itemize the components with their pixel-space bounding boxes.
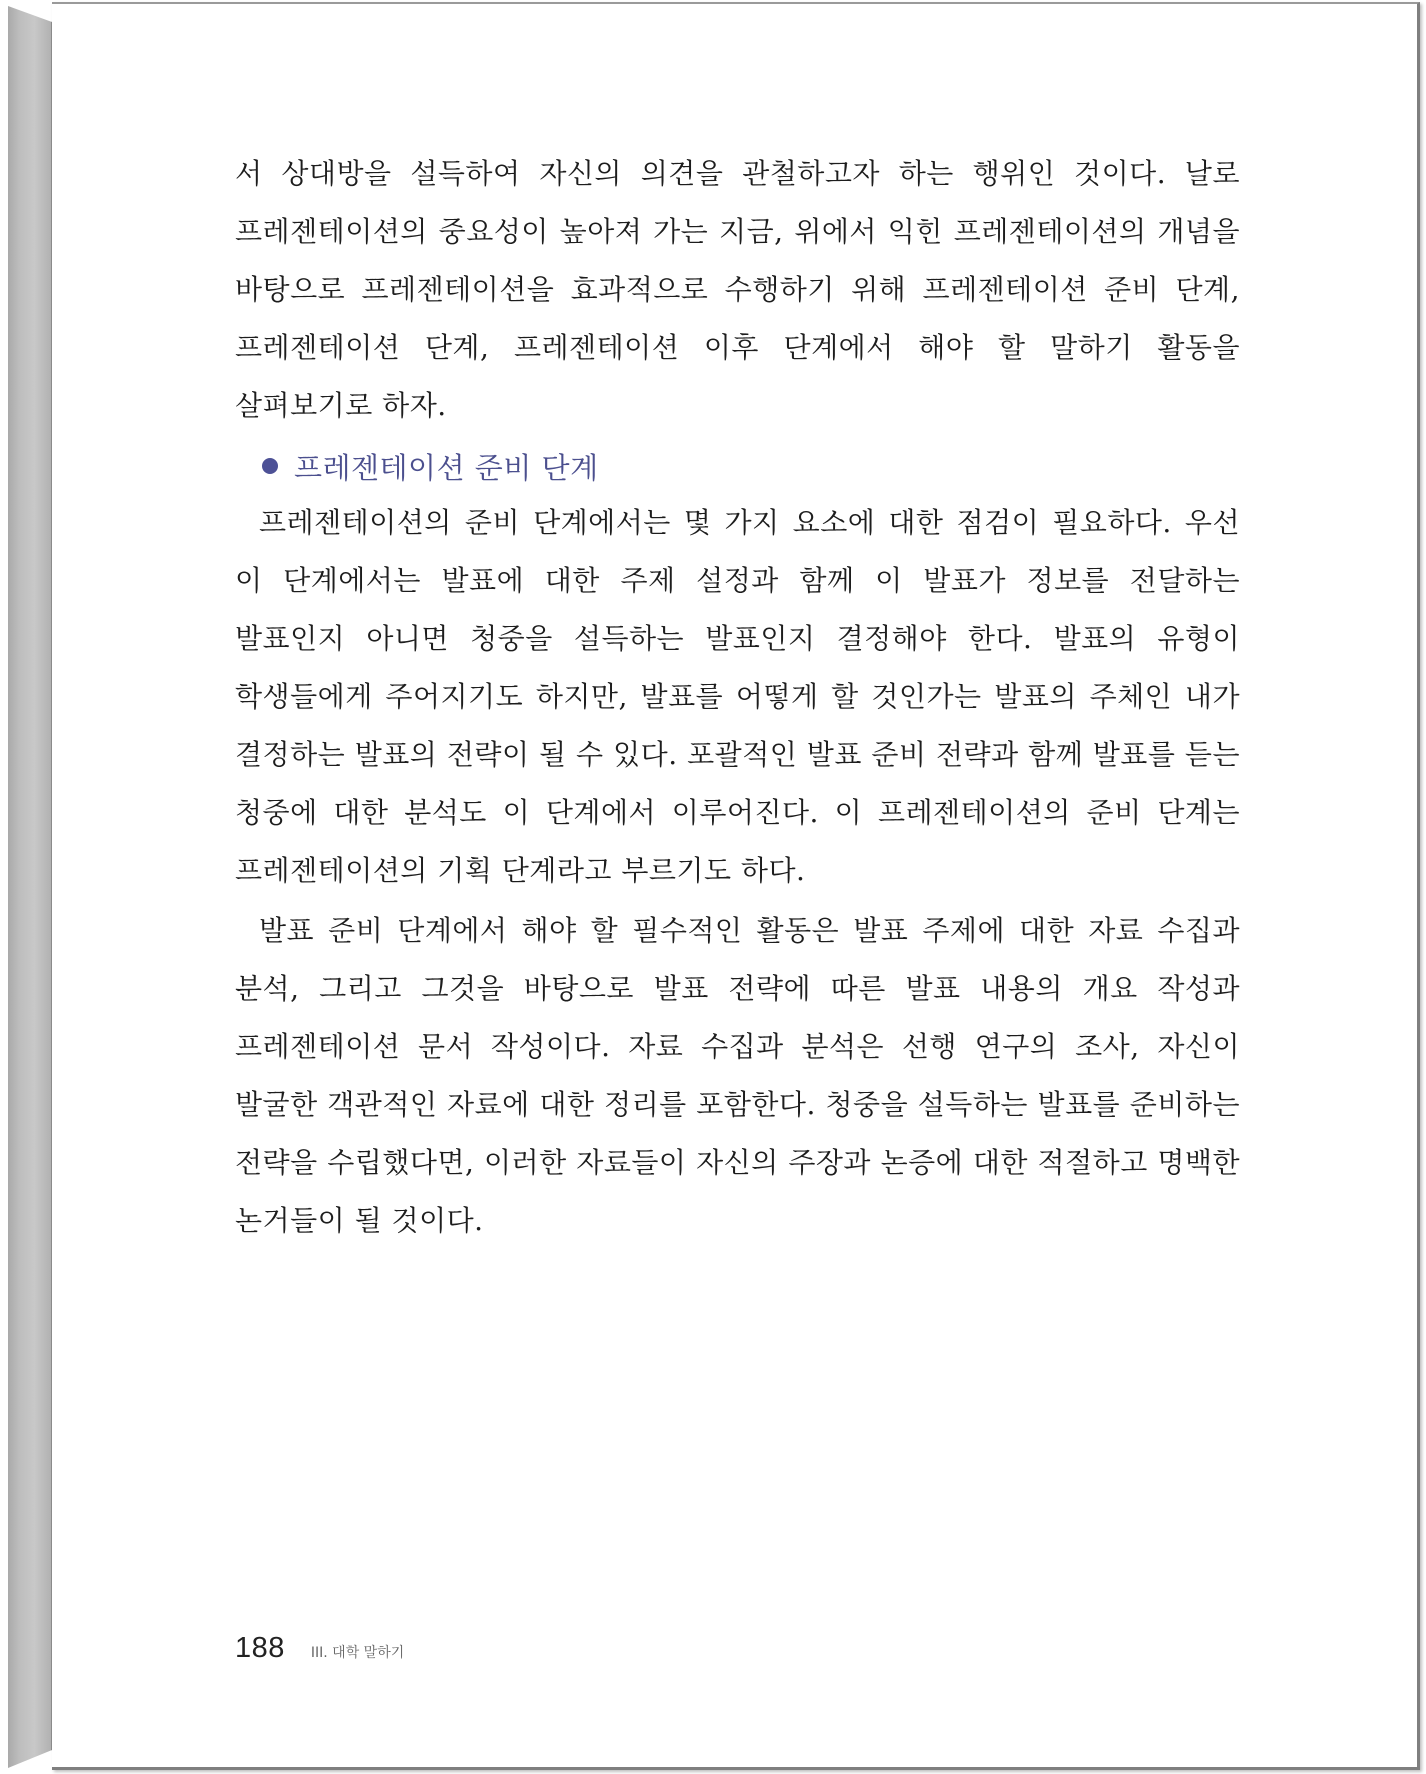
section-heading xyxy=(262,438,599,494)
page-number: 188 xyxy=(235,1632,285,1664)
page-footer xyxy=(235,1632,404,1665)
bullet-icon xyxy=(262,458,278,474)
section-heading-text: 프레젠테이션 준비 단계 xyxy=(294,450,599,485)
book-spine xyxy=(8,6,52,1768)
section-paragraph: 발표 준비 단계에서 해야 할 필수적인 활동은 발표 주제에 대한 자료 수집과 분석, 그리고 그것을 바탕으로 발표 전략에 따른 발표 내용의 개요 작성과 프레젠테이션 문서 작성이다. 자료 수집과 분석은 선행 연구의 조사, 자신이 발굴한 객관적인 자료에 대한 정리를 포함한다. 청중을 설득하는 발표를 준비하는 전략을 수립했다면, 이러한 자료들이 자신의 주장과 논증에 대한 적절하고 명백한 논거들이 될 것이다. xyxy=(235,914,1240,1237)
chapter-label: III. 대학 말하기 xyxy=(310,1645,405,1661)
section-paragraph: 프레젠테이션의 준비 단계에서는 몇 가지 요소에 대한 점검이 필요하다. 우선 이 단계에서는 발표에 대한 주제 설정과 함께 이 발표가 정보를 전달하는 발표인지 아니면 청중을 설득하는 발표인지 결정해야 한다. 발표의 유형이 학생들에게 주어지기도 하지만, 발표를 어떻게 할 것인가는 발표의 주체인 내가 결정하는 발표의 전략이 될 수 있다. 포괄적인 발표 준비 전략과 함께 발표를 듣는 청중에 대한 분석도 이 단계에서 이루어진다. 이 프레젠테이션의 준비 단계는 프레젠테이션의 기획 단계라고 부르기도 하다. xyxy=(235,506,1240,887)
intro-paragraph: 서 상대방을 설득하여 자신의 의견을 관철하고자 하는 행위인 것이다. 날로 프레젠테이션의 중요성이 높아져 가는 지금, 위에서 익힌 프레젠테이션의 개념을 바탕으로 프레젠테이션을 효과적으로 수행하기 위해 프레젠테이션 준비 단계, 프레젠테이션 단계, 프레젠테이션 이후 단계에서 해야 할 말하기 활동을 살펴보기로 하자. xyxy=(235,157,1240,422)
